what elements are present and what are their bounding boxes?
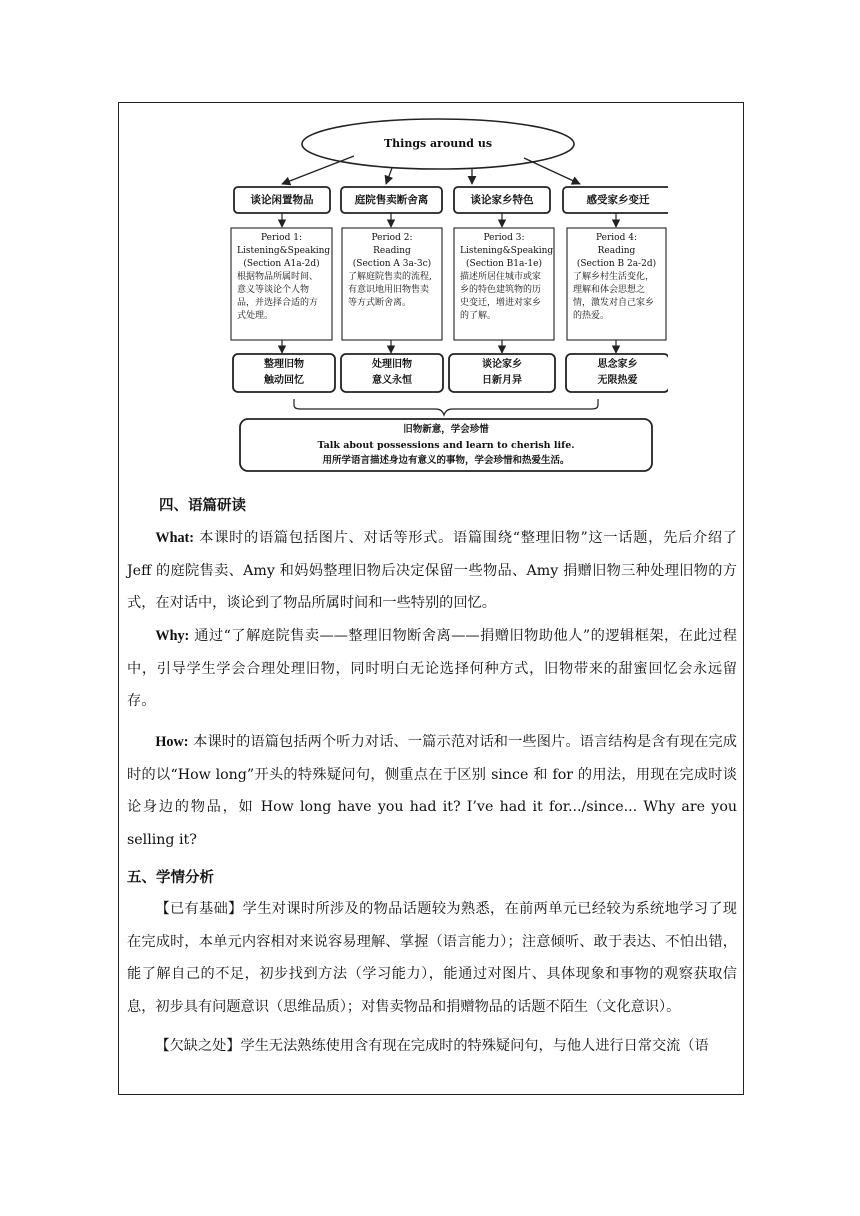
diagram-root-label: Things around us xyxy=(383,137,493,150)
branch-header-3: 谈论家乡特色 xyxy=(470,194,534,206)
summary-title: 旧物新意，学会珍惜 xyxy=(403,424,489,435)
period-section: (Section A1a-2d) xyxy=(243,259,320,269)
summary-chinese: 用所学语言描述身边有意义的事物，学会珍惜和热爱生活。 xyxy=(322,455,570,466)
summary-english: Talk about possessions and learn to cherish life. xyxy=(317,439,575,451)
period-box-4 xyxy=(569,232,664,323)
why-paragraph xyxy=(127,620,737,718)
outcome-line: 意义永恒 xyxy=(372,375,412,386)
period-title: Period 3: xyxy=(483,233,525,243)
outcome-line: 整理旧物 xyxy=(264,359,304,370)
how-label: How: xyxy=(155,734,189,750)
summary-box xyxy=(240,422,652,469)
outcome-box-1 xyxy=(233,357,335,389)
outcome-line: 思念家乡 xyxy=(597,359,638,370)
unit-structure-diagram xyxy=(208,116,668,478)
period-description: 根据物品所属时间、意义等谈论个人物品，并选择合适的方式处理。 xyxy=(237,272,319,321)
existing-basis-paragraph: 【已有基础】学生对课时所涉及的物品话题较为熟悉，在前两单元已经较为系统地学习了现在完成时，本单元内容相对来说容易理解、掌握（语言能力）；注意倾听、敢于表达、不怕出错，能了解自己的不足，初步找到方法（学习能力），能通过对图片、具体现象和事物的观察获取信息，初步具有问题意识（思维品质）；对售卖物品和捐赠物品的话题不陌生（文化意识）。 xyxy=(127,901,737,1015)
outcome-line: 日新月异 xyxy=(482,375,522,386)
period-section: (Section B 2a-2d) xyxy=(576,259,657,269)
period-section: (Section B1a-1e) xyxy=(466,259,542,269)
branch-header-2: 庭院售卖断舍离 xyxy=(354,194,429,206)
why-text: 通过“了解庭院售卖——整理旧物断舍离——捐赠旧物助他人”的逻辑框架，在此过程中，引导学生学会合理处理旧物，同时明白无论选择何种方式，旧物带来的甜蜜回忆会永远留存。 xyxy=(127,628,737,709)
outcome-box-4 xyxy=(566,357,669,389)
outcome-line: 无限热爱 xyxy=(597,375,638,386)
outcome-line: 处理旧物 xyxy=(372,359,412,370)
what-paragraph xyxy=(127,522,737,620)
outcome-box-2 xyxy=(341,357,443,389)
section-4-title: 四、语篇研读 xyxy=(159,498,246,514)
period-type: Reading xyxy=(597,246,636,256)
period-section: (Section A 3a-3c) xyxy=(352,259,432,269)
why-label: Why: xyxy=(155,628,190,644)
period-description: 了解庭院售卖的流程,有意识地用旧物售卖等方式断舍离。 xyxy=(348,272,432,308)
period-title: Period 4: xyxy=(596,233,637,243)
outcome-box-3 xyxy=(449,357,555,389)
branch-header-4: 感受家乡变迁 xyxy=(586,194,650,206)
period-box-1 xyxy=(233,232,330,323)
period-type: Listening&Speaking xyxy=(237,246,331,256)
what-label: What: xyxy=(155,530,195,546)
period-title: Period 1: xyxy=(261,233,302,243)
period-box-2 xyxy=(344,232,440,310)
branch-header-1: 谈论闲置物品 xyxy=(250,194,314,206)
period-title: Period 2: xyxy=(371,233,413,243)
period-box-3 xyxy=(456,232,552,323)
how-text: 本课时的语篇包括两个听力对话、一篇示范对话和一些图片。语言结构是含有现在完成时的以“How long”开头的特殊疑问句，侧重点在于区别 since 和 for 的用法，用现在完成时谈论身边的物品，如 How long have you had it? I’ve had it for.../since... Why are you selling it? xyxy=(127,734,737,848)
how-paragraph xyxy=(127,726,737,856)
period-type: Listening&Speaking xyxy=(460,246,554,256)
period-description: 描述所居住城市或家乡的特色建筑物的历史变迁，增进对家乡的了解。 xyxy=(460,272,542,321)
outcome-line: 触动回忆 xyxy=(264,375,304,386)
period-description: 了解乡村生活变化，理解和体会思想之情，激发对自己家乡的热爱。 xyxy=(573,272,655,321)
shortcomings-paragraph: 【欠缺之处】学生无法熟练使用含有现在完成时的特殊疑问句，与他人进行日常交流（语 xyxy=(155,1038,709,1054)
what-text: 本课时的语篇包括图片、对话等形式。语篇围绕“整理旧物”这一话题，先后介绍了 Jeff 的庭院售卖、Amy 和妈妈整理旧物后决定保留一些物品、Amy 捐赠旧物三种处理旧物的方式，在对话中，谈论到了物品所属时间和一些特别的回忆。 xyxy=(127,530,737,611)
outcome-line: 谈论家乡 xyxy=(482,359,522,370)
period-type: Reading xyxy=(373,246,411,256)
section-5-title: 五、学情分析 xyxy=(127,870,214,886)
